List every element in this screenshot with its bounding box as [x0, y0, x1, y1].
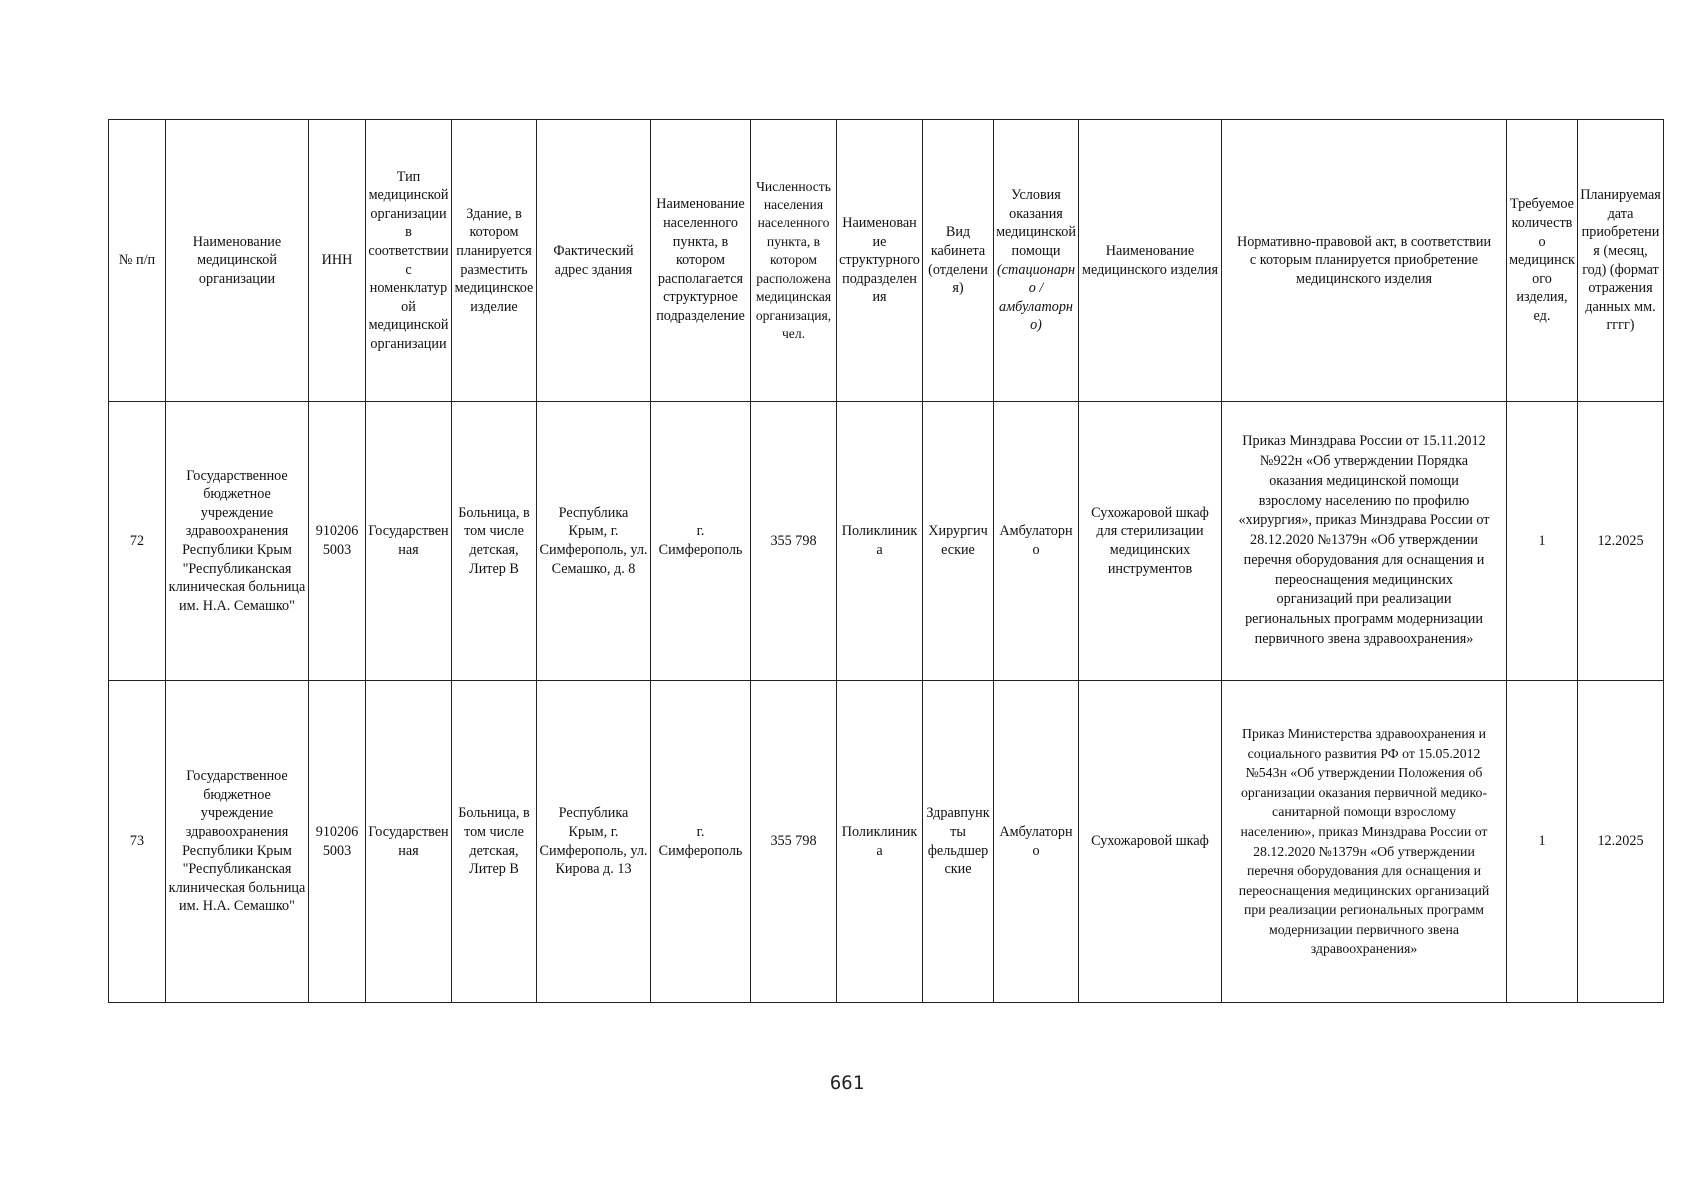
- page-number: 661: [829, 1072, 865, 1094]
- cell-conditions: Амбулаторно: [994, 681, 1079, 1003]
- header-division: Наименование структурного подразделения: [837, 120, 923, 402]
- cell-conditions: Амбулаторно: [994, 402, 1079, 681]
- cell-cabinet: Здравпункты фельдшерские: [923, 681, 994, 1003]
- header-conditions-text: Условия оказания медицинской помощи: [996, 187, 1076, 259]
- header-num: № п/п: [109, 120, 166, 402]
- cell-building: Больница, в том числе детская, Литер В: [452, 681, 537, 1003]
- cell-address: Республика Крым, г. Симферополь, ул. Кирова д. 13: [537, 681, 651, 1003]
- header-inn: ИНН: [309, 120, 366, 402]
- cell-org-name: Государственное бюджетное учреждение здравоохранения Республики Крым "Республиканская клиническая больница им. Н.А. Семашко": [166, 681, 309, 1003]
- header-conditions-italic: (стационарно / амбулаторно): [996, 261, 1076, 334]
- cell-org-type: Государственная: [366, 681, 452, 1003]
- header-org-type: Тип медицинской организации в соответствии с номенклатурой медицинской организации: [366, 120, 452, 402]
- cell-address: Республика Крым, г. Симферополь, ул. Семашко, д. 8: [537, 402, 651, 681]
- cell-population: 355 798: [751, 402, 837, 681]
- header-locality: Наименование населенного пункта, в котором располагается структурное подразделение: [651, 120, 751, 402]
- header-quantity: Требуемое количество медицинского изделия, ед.: [1507, 120, 1578, 402]
- cell-org-type: Государственная: [366, 402, 452, 681]
- header-conditions: [994, 120, 1079, 402]
- cell-num: 73: [109, 681, 166, 1003]
- header-date: Планируемая дата приобретения (месяц, год) (формат отражения данных мм. гггг): [1578, 120, 1664, 402]
- cell-quantity: 1: [1507, 402, 1578, 681]
- cell-cabinet: Хирургические: [923, 402, 994, 681]
- header-building: Здание, в котором планируется разместить медицинское изделие: [452, 120, 537, 402]
- header-device: Наименование медицинского изделия: [1079, 120, 1222, 402]
- cell-legal-act: Приказ Министерства здравоохранения и социального развития РФ от 15.05.2012 №543н «Об утверждении Положения об организации оказания первичной медико-санитарной помощи взрослому населению», приказ Минздрава России от 28.12.2020 №1379н «Об утверждении перечня оборудования для оснащения и переоснащения медицинских организаций при реализации региональных программ модернизации первичного звена здравоохранения»: [1222, 681, 1507, 1003]
- cell-division: Поликлиника: [837, 681, 923, 1003]
- cell-inn: 910206 5003: [309, 402, 366, 681]
- cell-building: Больница, в том числе детская, Литер В: [452, 402, 537, 681]
- cell-division: Поликлиника: [837, 402, 923, 681]
- cell-date: 12.2025: [1578, 402, 1664, 681]
- cell-inn: 910206 5003: [309, 681, 366, 1003]
- table-header-row: [109, 120, 1664, 402]
- header-legal-act: Нормативно-правовой акт, в соответствии с которым планируется приобретение медицинского изделия: [1222, 120, 1507, 402]
- cell-quantity: 1: [1507, 681, 1578, 1003]
- cell-device: Сухожаровой шкаф: [1079, 681, 1222, 1003]
- table-row: [109, 681, 1664, 1003]
- table-row: [109, 402, 1664, 681]
- cell-locality: г. Симферополь: [651, 402, 751, 681]
- equipment-table: [108, 119, 1664, 1003]
- cell-num: 72: [109, 402, 166, 681]
- cell-org-name: Государственное бюджетное учреждение здравоохранения Республики Крым "Республиканская клиническая больница им. Н.А. Семашко": [166, 402, 309, 681]
- header-org-name: Наименование медицинской организации: [166, 120, 309, 402]
- header-address: Фактический адрес здания: [537, 120, 651, 402]
- header-population: Численность населения населенного пункта, в котором расположена медицинская организация, чел.: [751, 120, 837, 402]
- cell-locality: г. Симферополь: [651, 681, 751, 1003]
- cell-population: 355 798: [751, 681, 837, 1003]
- header-cabinet: Вид кабинета (отделения): [923, 120, 994, 402]
- cell-legal-act: Приказ Минздрава России от 15.11.2012 №922н «Об утверждении Порядка оказания медицинской помощи взрослому населению по профилю «хирургия», приказ Минздрава России от 28.12.2020 №1379н «Об утверждении перечня оборудования для оснащения и переоснащения медицинских организаций при реализации региональных программ модернизации первичного звена здравоохранения»: [1222, 402, 1507, 681]
- cell-device: Сухожаровой шкаф для стерилизации медицинских инструментов: [1079, 402, 1222, 681]
- cell-date: 12.2025: [1578, 681, 1664, 1003]
